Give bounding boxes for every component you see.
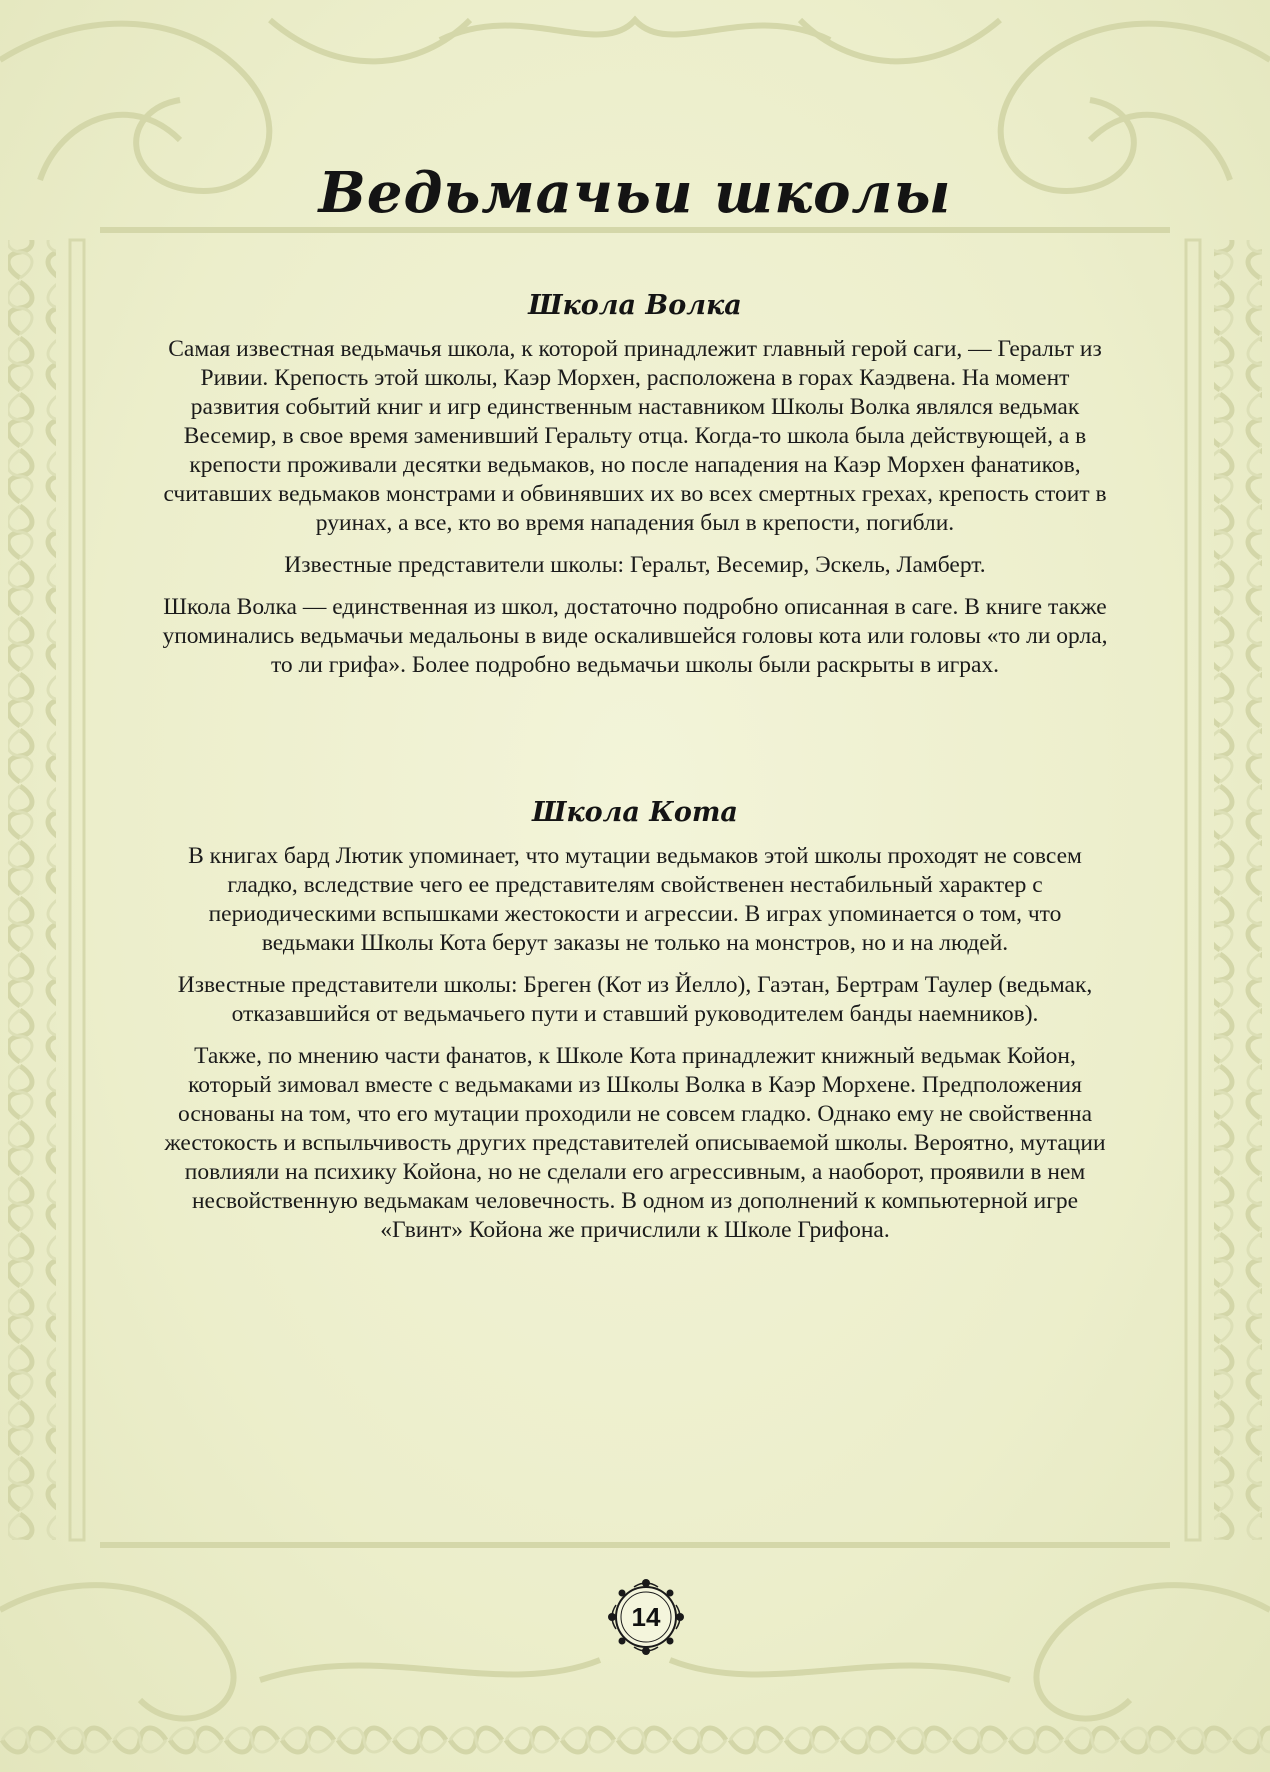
- page-title: Ведьмачьи школы: [318, 160, 952, 226]
- paragraph: Самая известная ведьмачья школа, к которой принадлежит главный герой саги, — Геральт из Ривии. Крепость этой школы, Каэр Морхен, расположена в горах Каэдвена. На момент развития событий книг и игр единственным наставником Школы Волка являлся ведьмак Весемир, в свое время заменивший Геральту отца. Когда-то школа была действующей, а в крепости проживали десятки ведьмаков, но после нападения на Каэр Морхен фанатиков, считавших ведьмаков монстрами и обвинявших их во всех смертных грехах, крепость стоит в руинах, а все, кто во время нападения был в крепости, погибли.: [163, 336, 1107, 536]
- section-wolf-school: [150, 290, 1120, 693]
- section-heading: Школа Кота: [532, 797, 738, 828]
- paragraph: Школа Волка — единственная из школ, достаточно подробно описанная в саге. В книге также упоминались ведьмачьи медальоны в виде оскалившейся головы кота или головы «то ли орла, то ли грифа». Более подробно ведьмачьи школы были раскрыты в играх.: [162, 594, 1108, 678]
- paragraph: Известные представители школы: Бреген (Кот из Йелло), Гаэтан, Бертрам Таулер (ведьмак, отказавшийся от ведьмачьего пути и ставший руководителем банды наемников).: [177, 972, 1093, 1027]
- right-border-band: [1214, 240, 1262, 1540]
- bottom-border-band: [0, 1720, 1270, 1764]
- paragraph: В книгах бард Лютик упоминает, что мутации ведьмаков этой школы проходят не совсем гладко, вследствие чего ее представителям свойственен нестабильный характер с периодическими вспышками жестокости и агрессии. В играх упоминается о том, что ведьмаки Школы Кота берут заказы не только на монстров, но и на людей.: [188, 843, 1082, 956]
- section-cat-school: [150, 797, 1120, 1258]
- left-border-band: [8, 240, 56, 1540]
- page-number: 14: [631, 1602, 661, 1632]
- page-number-badge: [606, 1577, 686, 1657]
- paragraph: Также, по мнению части фанатов, к Школе Кота принадлежит книжный ведьмак Койон, который зимовал вместе с ведьмаками из Школы Волка в Каэр Морхене. Предположения основаны на том, что его мутации проходили не совсем гладко. Однако ему не свойственна жестокость и вспыльчивость других представителей описываемой школы. Вероятно, мутации повлияли на психику Койона, но не сделали его агрессивным, а наоборот, проявили в нем несвойственную ведьмакам человечность. В одном из дополнений к компьютерной игре «Гвинт» Койона же причислили к Школе Грифона.: [164, 1043, 1106, 1243]
- paragraph: Известные представители школы: Геральт, Весемир, Эскель, Ламберт.: [284, 552, 986, 578]
- section-heading: Школа Волка: [528, 290, 742, 321]
